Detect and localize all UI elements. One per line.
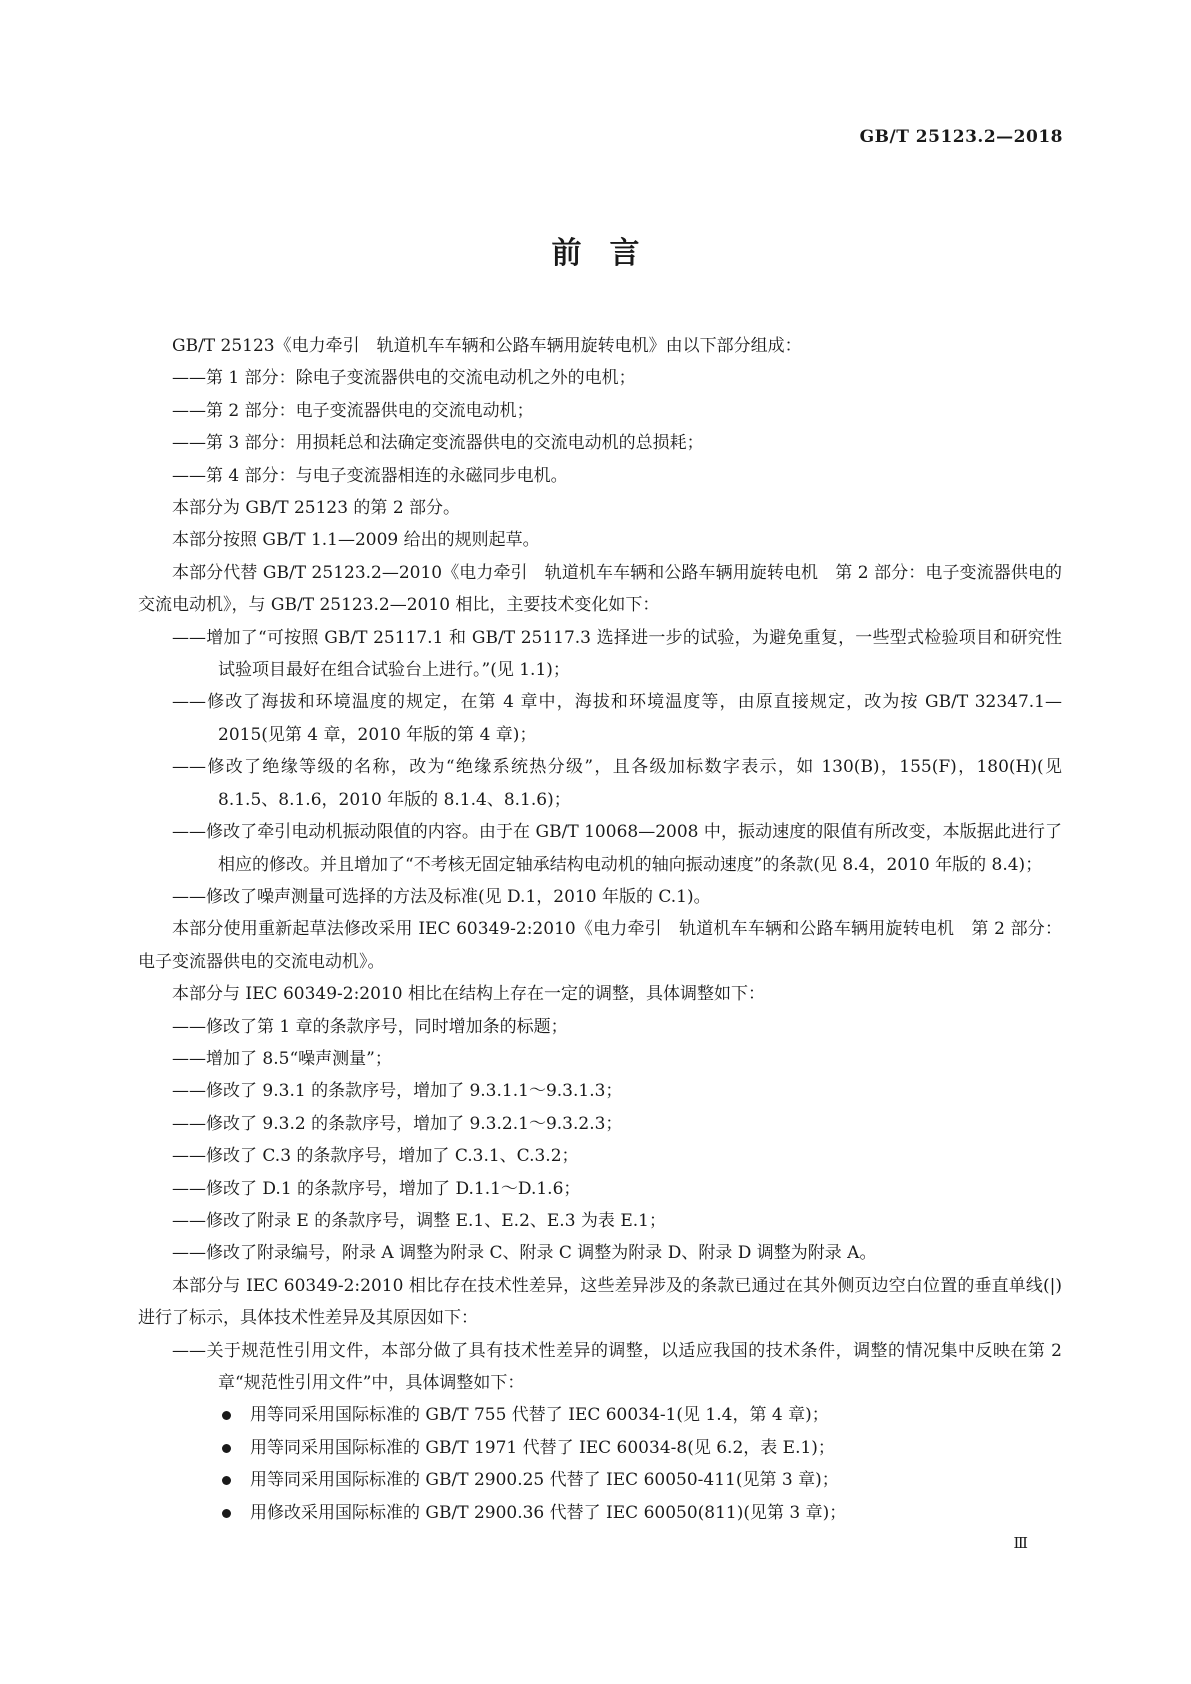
dash-list-item: ——修改了海拔和环境温度的规定，在第 4 章中，海拔和环境温度等，由原直接规定，改为按 GB/T 32347.1—2015(见第 4 章，2010 年版的第 4 章)； — [172, 692, 1062, 745]
dash-list-item: ——修改了 D.1 的条款序号，增加了 D.1.1～D.1.6； — [172, 1178, 581, 1199]
bullet-item — [138, 1497, 1062, 1529]
bullet-text: 用修改采用国际标准的 GB/T 2900.36 代替了 IEC 60050(811)(见第 3 章)； — [250, 1502, 847, 1523]
paragraph: 本部分按照 GB/T 1.1—2009 给出的规则起草。 — [172, 530, 540, 551]
document-body — [138, 330, 1062, 1529]
dash-list-item: ——修改了 9.3.2 的条款序号，增加了 9.3.2.1～9.3.2.3； — [172, 1113, 623, 1134]
dash-list-item: ——第 4 部分：与电子变流器相连的永磁同步电机。 — [172, 465, 568, 486]
dash-list-item: ——修改了绝缘等级的名称，改为“绝缘系统热分级”，且各级加标数字表示，如 130(B)，155(F)，180(H)(见 8.1.5、8.1.6，2010 年版的 8.1.4、8.1.6)； — [172, 757, 1062, 810]
page-number: Ⅲ — [1013, 1534, 1028, 1552]
dash-list-item: ——修改了附录编号，附录 A 调整为附录 C、附录 C 调整为附录 D、附录 D 调整为附录 A。 — [172, 1243, 877, 1264]
bullet-dot-icon — [222, 1444, 231, 1453]
dash-list-item: ——增加了 8.5“噪声测量”； — [172, 1048, 392, 1069]
dash-list-item: ——修改了 9.3.1 的条款序号，增加了 9.3.1.1～9.3.1.3； — [172, 1081, 623, 1102]
dash-list-item: ——修改了牵引电动机振动限值的内容。由于在 GB/T 10068—2008 中，振动速度的限值有所改变，本版据此进行了相应的修改。并且增加了“不考核无固定轴承结构电动机的轴向振动速度”的条款(见 8.4，2010 年版的 8.4)； — [172, 822, 1062, 875]
bullet-text: 用等同采用国际标准的 GB/T 1971 代替了 IEC 60034-8(见 6.2，表 E.1)； — [250, 1437, 835, 1458]
page-title: 前言 — [551, 236, 668, 271]
paragraph: 本部分代替 GB/T 25123.2—2010《电力牵引 轨道机车车辆和公路车辆用旋转电机 第 2 部分：电子变流器供电的交流电动机》，与 GB/T 25123.2—2010 相比，主要技术变化如下： — [138, 562, 1062, 616]
dash-list-item: ——修改了附录 E 的条款序号，调整 E.1、E.2、E.3 为表 E.1； — [172, 1210, 666, 1231]
standard-number: GB/T 25123.2—2018 — [859, 127, 1063, 147]
bullet-text: 用等同采用国际标准的 GB/T 2900.25 代替了 IEC 60050-411(见第 3 章)； — [250, 1470, 839, 1491]
bullet-item — [138, 1432, 1062, 1464]
paragraph: GB/T 25123《电力牵引 轨道机车车辆和公路车辆用旋转电机》由以下部分组成： — [172, 336, 802, 356]
paragraph: 本部分为 GB/T 25123 的第 2 部分。 — [172, 498, 461, 519]
dash-list-item: ——关于规范性引用文件，本部分做了具有技术性差异的调整，以适应我国的技术条件，调整的情况集中反映在第 2 章“规范性引用文件”中，具体调整如下： — [172, 1340, 1062, 1393]
bullet-item — [138, 1464, 1062, 1496]
dash-list-item: ——第 1 部分：除电子变流器供电的交流电动机之外的电机； — [172, 368, 636, 389]
paragraph: 本部分与 IEC 60349-2:2010 相比在结构上存在一定的调整，具体调整如下： — [172, 984, 765, 1005]
dash-list-item: ——第 2 部分：电子变流器供电的交流电动机； — [172, 400, 534, 421]
bullet-item — [138, 1399, 1062, 1431]
bullet-dot-icon — [222, 1476, 231, 1485]
dash-list-item: ——修改了第 1 章的条款序号，同时增加条的标题； — [172, 1016, 568, 1037]
dash-list-item: ——修改了噪声测量可选择的方法及标准(见 D.1，2010 年版的 C.1)。 — [172, 886, 711, 907]
paragraph: 本部分与 IEC 60349-2:2010 相比存在技术性差异，这些差异涉及的条款已通过在其外侧页边空白位置的垂直单线(|)进行了标示，具体技术性差异及其原因如下： — [138, 1275, 1062, 1329]
dash-list-item: ——修改了 C.3 的条款序号，增加了 C.3.1、C.3.2； — [172, 1146, 579, 1167]
bullet-dot-icon — [222, 1411, 231, 1420]
bullet-text: 用等同采用国际标准的 GB/T 755 代替了 IEC 60034-1(见 1.4，第 4 章)； — [250, 1405, 829, 1426]
bullet-dot-icon — [222, 1509, 231, 1518]
paragraph: 本部分使用重新起草法修改采用 IEC 60349-2:2010《电力牵引 轨道机车车辆和公路车辆用旋转电机 第 2 部分：电子变流器供电的交流电动机》。 — [138, 919, 1062, 972]
dash-list-item: ——增加了“可按照 GB/T 25117.1 和 GB/T 25117.3 选择进一步的试验，为避免重复，一些型式检验项目和研究性试验项目最好在组合试验台上进行。”(见 1.1)； — [172, 627, 1062, 681]
dash-list-item: ——第 3 部分：用损耗总和法确定变流器供电的交流电动机的总损耗； — [172, 433, 704, 454]
